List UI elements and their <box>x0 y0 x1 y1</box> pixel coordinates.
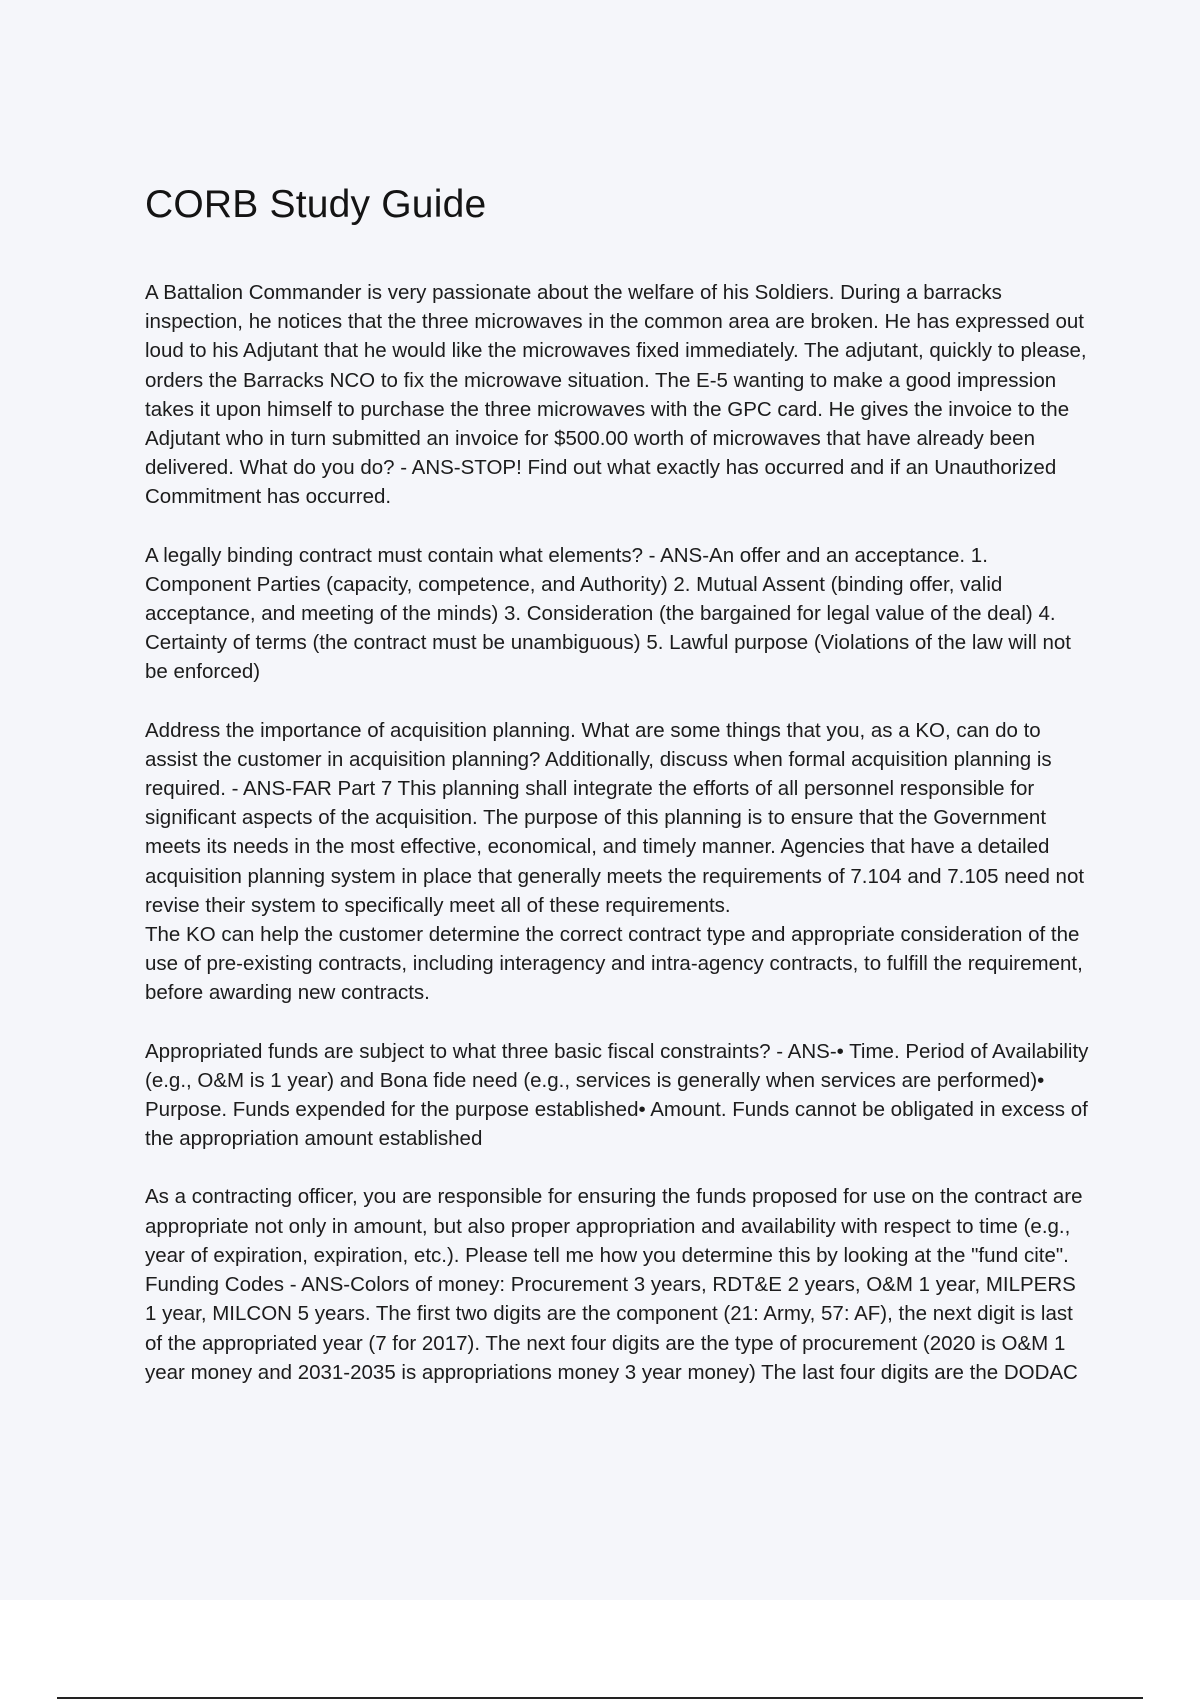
qa-entry-contract-elements <box>145 541 1090 687</box>
footer-divider <box>57 1697 1143 1699</box>
qa-entry-unauthorized-commitment <box>145 278 1090 512</box>
qa-paragraph: Appropriated funds are subject to what three basic fiscal constraints? - ANS-• Time. Period of Availability (e.g., O&M is 1 year) and Bona fide need (e.g., services is generally when services are performed)• Purpose. Funds expended for the purpose established• Amount. Funds cannot be obligated in excess of the appropriation amount established <box>145 1039 1089 1151</box>
page-title: CORB Study Guide <box>145 183 487 226</box>
qa-paragraph: Address the importance of acquisition planning. What are some things that you, as a KO, can do to assist the customer in acquisition planning? Additionally, discuss when formal acquisition planning is required. - ANS-FAR Part 7 This planning shall integrate the efforts of all personnel responsible for significant aspects of the acquisition. The purpose of this planning is to ensure that the Government meets its needs in the most effective, economical, and timely manner. Agencies that have a detailed acquisition planning system in place that generally meets the requirements of 7.104 and 7.105 need not revise their system to specifically meet all of these requirements. <box>145 718 1085 917</box>
qa-paragraph: A Battalion Commander is very passionate about the welfare of his Soldiers. During a barracks inspection, he notices that the three microwaves in the common area are broken. He has expressed out loud to his Adjutant that he would like the microwaves fixed immediately. The adjutant, quickly to please, orders the Barracks NCO to fix the microwave situation. The E-5 wanting to make a good impression takes it upon himself to purchase the three microwaves with the GPC card. He gives the invoice to the Adjutant who in turn submitted an invoice for $500.00 worth of microwaves that have already been delivered. What do you do? - ANS-STOP! Find out what exactly has occurred and if an Unauthorized Commitment has occurred. <box>145 281 1087 509</box>
qa-entry-acquisition-planning <box>145 716 1090 1008</box>
qa-entry-fund-cite <box>145 1182 1090 1386</box>
document-body <box>145 278 1090 1416</box>
qa-entry-fiscal-constraints <box>145 1037 1090 1154</box>
qa-paragraph: The KO can help the customer determine the correct contract type and appropriate consideration of the use of pre-existing contracts, including interagency and intra-agency contracts, to fulfill the requirement, before awarding new contracts. <box>145 923 1083 1005</box>
qa-paragraph: As a contracting officer, you are responsible for ensuring the funds proposed for use on the contract are appropriate not only in amount, but also proper appropriation and availability with respect to time (e.g., year of expiration, expiration, etc.). Please tell me how you determine this by looking at the "fund cite". Funding Codes - ANS-Colors of money: Procurement 3 years, RDT&E 2 years, O&M 1 year, MILPERS 1 year, MILCON 5 years. The first two digits are the component (21: Army, 57: AF), the next digit is last of the appropriated year (7 for 2017). The next four digits are the type of procurement (2020 is O&M 1 year money and 2031-2035 is appropriations money 3 year money) The last four digits are the DODAC <box>145 1185 1083 1384</box>
qa-paragraph: A legally binding contract must contain what elements? - ANS-An offer and an acceptance. 1. Component Parties (capacity, competence, and Authority) 2. Mutual Assent (binding offer, valid acceptance, and meeting of the minds) 3. Consideration (the bargained for legal value of the deal) 4. Certainty of terms (the contract must be unambiguous) 5. Lawful purpose (Violations of the law will not be enforced) <box>145 543 1071 684</box>
